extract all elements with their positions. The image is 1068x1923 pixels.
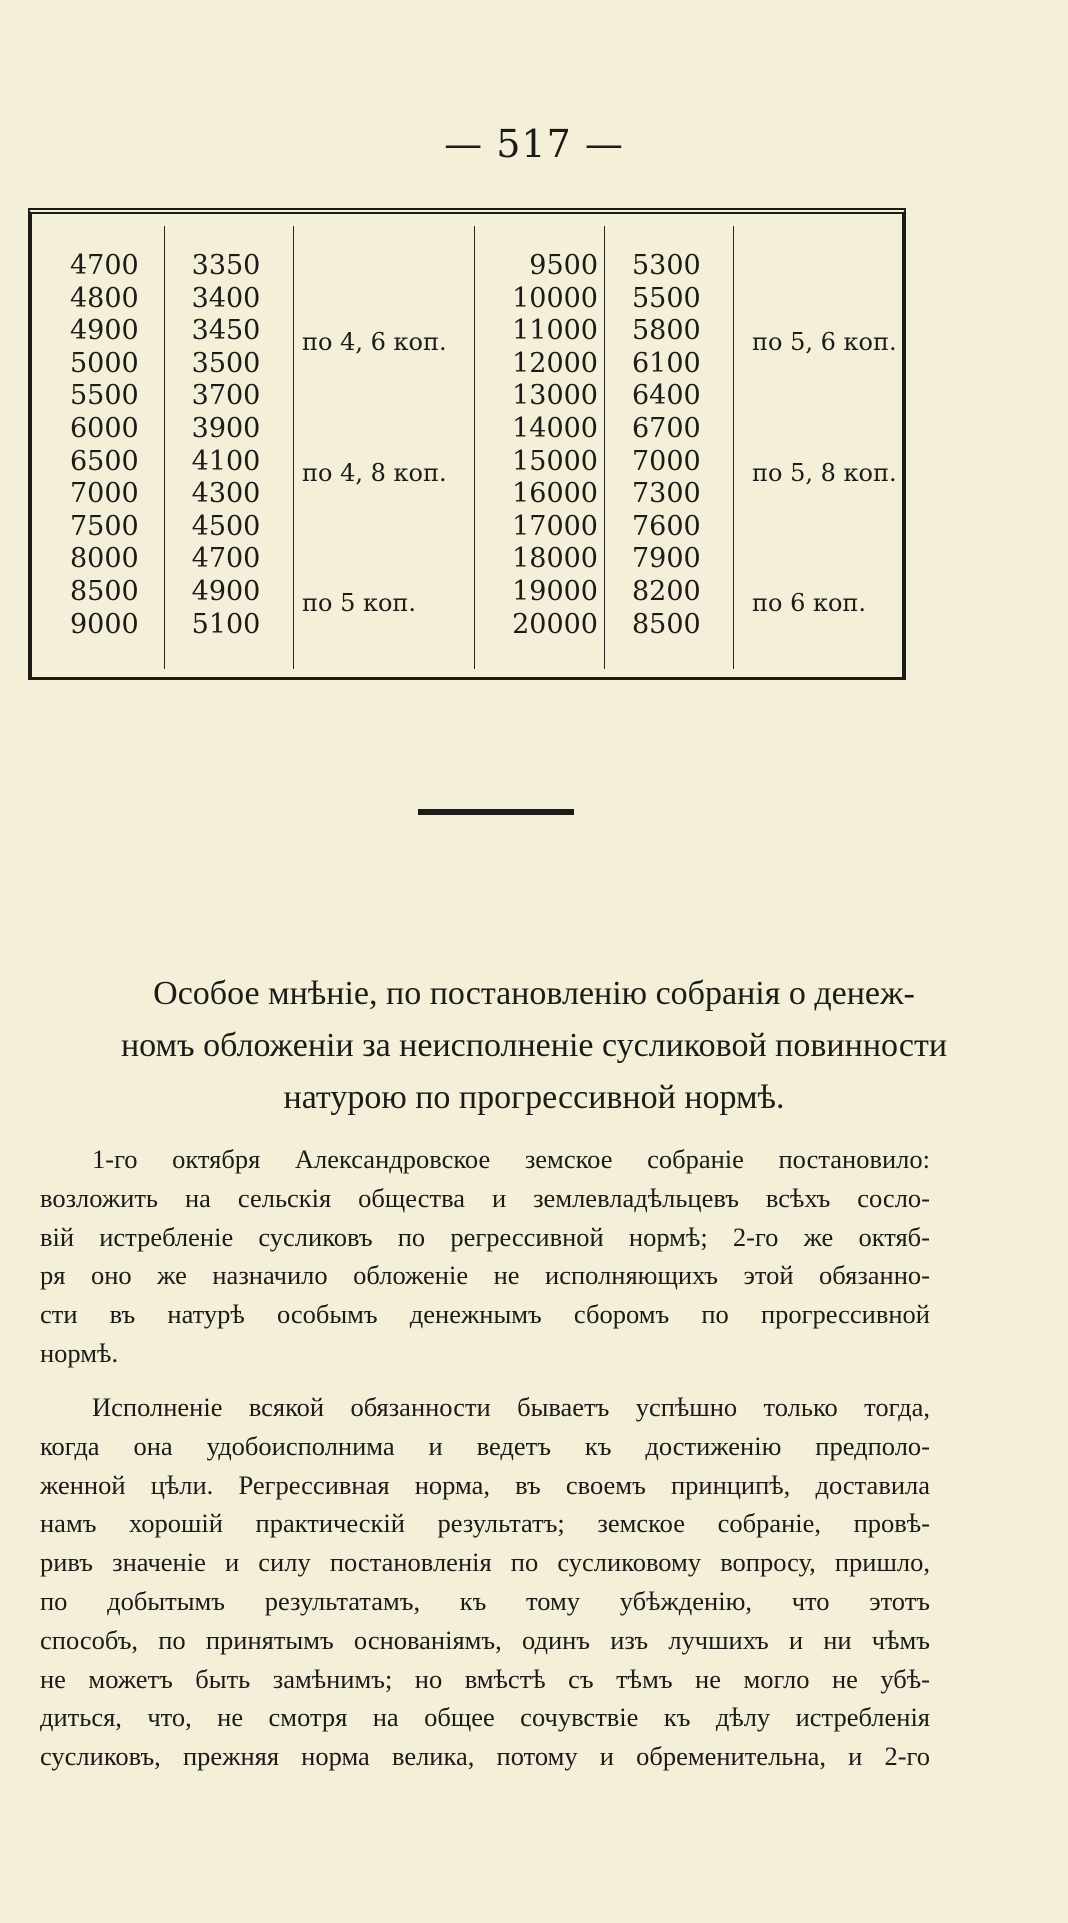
rate-left-2: по 4, 8 коп. [302,459,447,487]
table-column-rule [474,226,475,669]
table-cell: 6500 [70,445,139,477]
table-cell: 5500 [70,380,139,412]
text-line: сти въ натурѣ особымъ денежнымъ сборомъ по прогрессивной [40,1299,930,1330]
table-cell: 4300 [191,478,261,510]
text-line: способъ, по принятымъ основаніямъ, одинъ изъ лучшихъ и ни чѣмъ [40,1624,930,1655]
table-cell: 3350 [191,250,261,281]
section-heading-line-1: Особое мнѣніе, по постановленію собранія о денеж- [153,975,915,1012]
table-cell: 7900 [632,543,701,575]
table-column-4 [478,250,598,641]
table-column-rule [164,226,165,669]
table-cell: 11000 [512,315,598,347]
table-cell: 5500 [632,282,701,314]
rate-right-1: по 5, 6 коп. [752,328,897,356]
table-cell: 10000 [512,282,598,314]
table-cell: 6700 [632,412,701,444]
page-number: — 517 — [444,122,624,166]
text-line: возложить на сельскія общества и землевладѣльцевъ всѣхъ сосло- [40,1182,930,1213]
table-cell: 7300 [632,478,701,510]
table-cell: 4700 [191,543,261,575]
table-column-rule [293,226,294,669]
text-line: женной цѣли. Регрессивная норма, въ своемъ принципѣ, доставила [40,1469,930,1500]
table-cell: 8000 [70,543,139,575]
paragraph-1 [40,1140,930,1373]
table-column-rule [604,226,605,669]
table-cell: 4500 [191,510,261,542]
table-cell: 3500 [191,347,261,379]
table-cell: 16000 [512,478,598,510]
table-column-5 [632,250,701,641]
table-cell: 12000 [512,347,598,379]
section-heading-line-3: натурою по прогрессивной нормѣ. [283,1079,785,1116]
table-cell: 13000 [512,380,598,412]
table-cell: 15000 [512,445,598,477]
section-divider [418,809,574,815]
table-cell: 9500 [529,250,598,281]
table-cell: 19000 [512,575,598,607]
text-line: ривъ значеніе и силу постановленія по сусликовому вопросу, пришло, [40,1547,930,1578]
table-cell: 4900 [191,575,261,607]
table-cell: 7600 [632,510,701,542]
table-cell: 5800 [632,315,701,347]
table-cell: 8200 [632,575,701,607]
table-cell: 8500 [632,608,701,640]
table-column-rule [733,226,734,669]
rate-right-3: по 6 коп. [752,589,867,617]
table-cell: 8500 [70,575,139,607]
rate-left-1: по 4, 6 коп. [302,328,447,356]
text-line: 1-го октября Александровское земское собраніе постановило: [92,1144,930,1174]
text-line: не можетъ быть замѣнимъ; но вмѣстѣ съ тѣмъ не могло не убѣ- [40,1663,930,1694]
table-cell: 5000 [70,347,139,379]
table-cell: 17000 [512,510,598,542]
section-heading-line-2: номъ обложеніи за неисполненіе сусликовой повинности [120,1027,948,1064]
rate-left-3: по 5 коп. [302,589,417,617]
table-cell: 5100 [191,608,261,640]
table-cell: 20000 [512,608,598,640]
text-line: Исполненіе всякой обязанности бываетъ успѣшно только тогда, [92,1392,930,1422]
paragraph-2 [40,1388,930,1776]
table-cell: 14000 [512,412,598,444]
table-cell: 7000 [632,445,701,477]
rate-right-2: по 5, 8 коп. [752,459,897,487]
text-line: нормѣ. [40,1337,119,1368]
table-cell: 3400 [191,282,261,314]
text-line: намъ хорошій практическій результатъ; земское собраніе, провѣ- [40,1508,930,1539]
rates-table [28,208,906,680]
table-cell: 3450 [191,315,261,347]
table-cell: 3700 [191,380,261,412]
text-line: по добытымъ результатамъ, къ тому убѣжденію, что этотъ [40,1585,930,1616]
text-line: диться, что, не смотря на общее сочувствіе къ дѣлу истребленія [40,1702,930,1733]
text-line: вій истребленіе сусликовъ по регрессивной нормѣ; 2-го же октяб- [40,1221,930,1252]
table-cell: 6000 [70,412,139,444]
text-line: сусликовъ, прежняя норма велика, потому и обременительна, и 2-го [40,1741,930,1772]
table-cell: 6100 [632,347,701,379]
table-cell: 7500 [70,510,139,542]
table-column-2 [166,250,286,641]
text-line: ря оно же назначило обложеніе не исполняющихъ этой обязанно- [40,1260,930,1291]
table-cell: 9000 [70,608,139,640]
table-cell: 18000 [512,543,598,575]
table-cell: 4800 [70,282,139,314]
text-line: когда она удобоисполнима и ведетъ къ достиженію предполо- [40,1430,930,1461]
table-cell: 3900 [191,412,261,444]
table-cell: 7000 [70,478,139,510]
table-cell: 5300 [632,250,701,281]
table-cell: 6400 [632,380,701,412]
table-cell: 4100 [191,445,261,477]
table-column-1 [70,250,139,641]
table-cell: 4900 [70,315,139,347]
table-cell: 4700 [70,250,139,281]
